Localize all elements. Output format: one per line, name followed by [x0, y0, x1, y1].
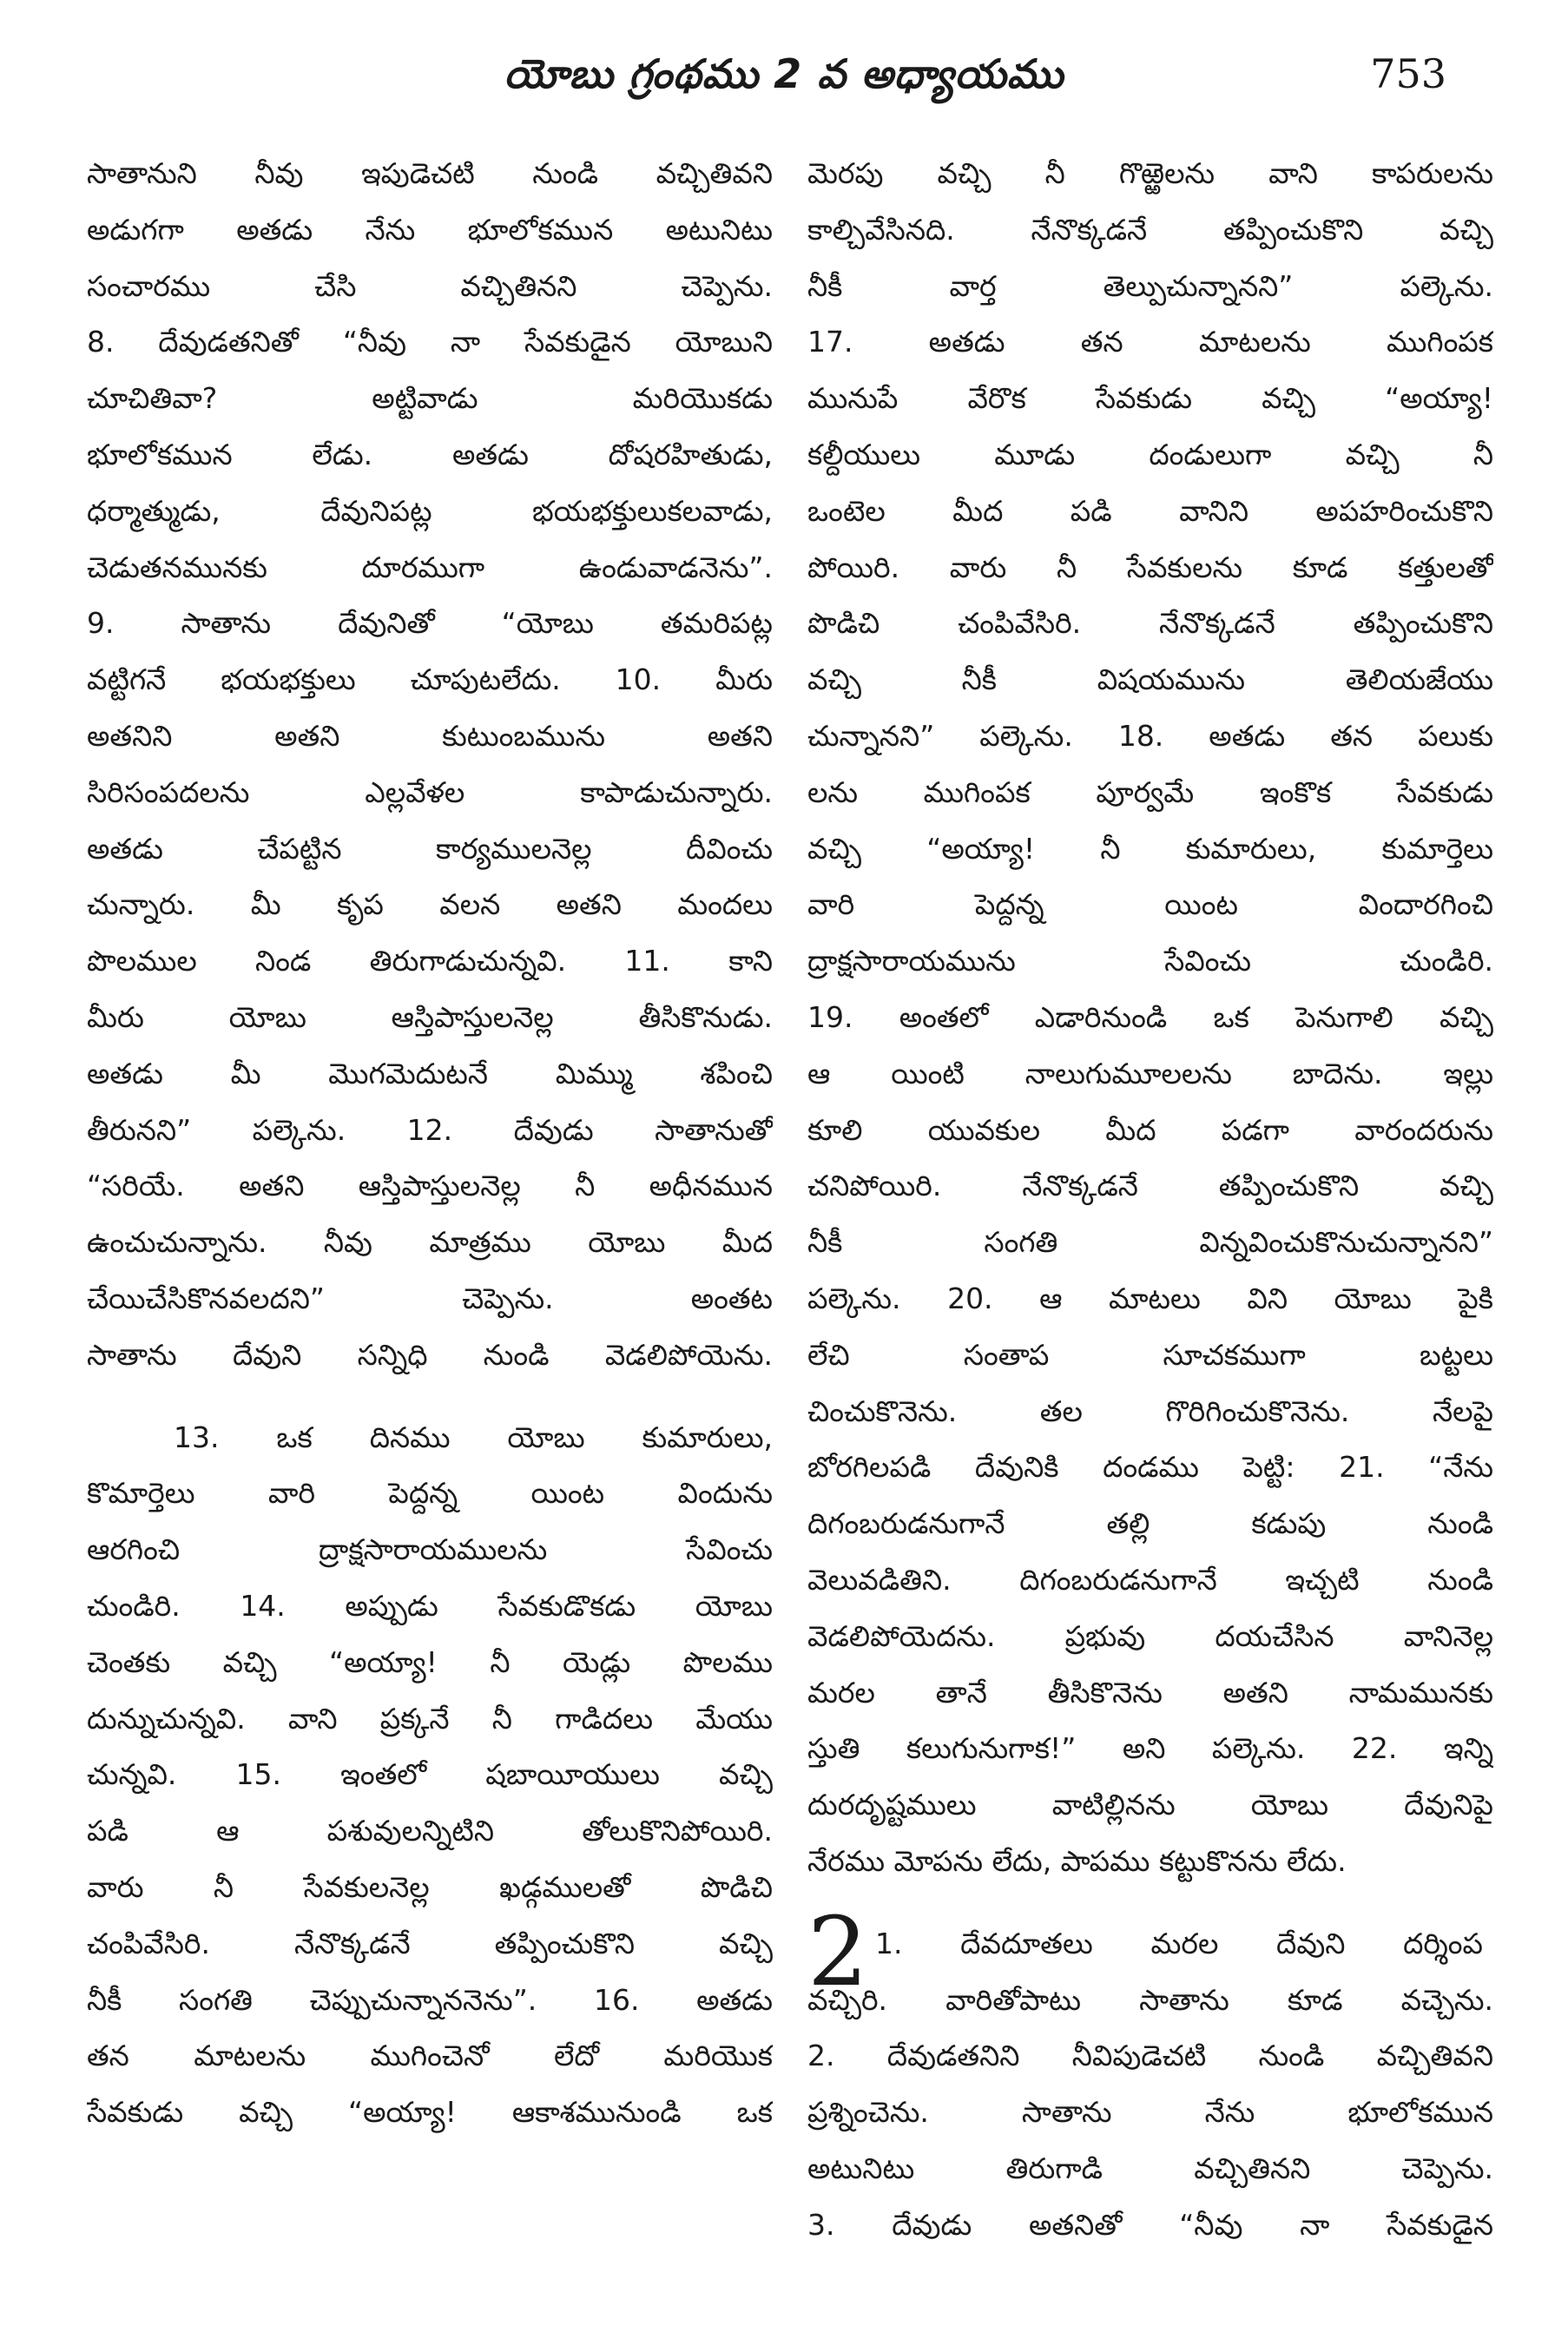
text-line: 17. అతడు తన మాటలను ముగింపక	[807, 325, 1493, 359]
text-line: ద్రాక్షసారాయమును సేవించు చుండిరి.	[807, 944, 1493, 978]
text-line: ఆరగించి ద్రాక్షసారాయములను సేవించు	[87, 1532, 773, 1567]
text-line: వట్టిగనే భయభక్తులు చూపుటలేదు. 10. మీరు	[87, 662, 773, 697]
running-title: యోబు గ్రంథము 2 వ అధ్యాయము	[504, 50, 1064, 97]
text-line: అడుగగా అతడు నేను భూలోకమున అటునిటు	[87, 212, 773, 247]
text-line: చనిపోయిరి. నేనొక్కడనే తప్పించుకొని వచ్చి	[807, 1169, 1493, 1203]
text-line: సాతానుని నీవు ఇపుడెచటి నుండి వచ్చితివని	[87, 156, 773, 190]
text-line: బోరగిలపడి దేవునికి దండము పెట్టి: 21. “నేను	[807, 1450, 1493, 1485]
text-line: చున్నవి. 15. ఇంతలో షబాయీయులు వచ్చి	[87, 1757, 773, 1792]
text-line: 3. దేవుడు అతనితో “నీవు నా సేవకుడైన	[807, 2207, 1493, 2242]
text-line: పడి ఆ పశువులన్నిటిని తోలుకొనిపోయిరి.	[87, 1814, 773, 1848]
text-line: 19. అంతలో ఎడారినుండి ఒక పెనుగాలి వచ్చి	[807, 999, 1493, 1034]
text-line: కూలి యువకుల మీద పడగా వారందరును	[807, 1112, 1493, 1147]
text-line: పల్కెను. 20. ఆ మాటలు విని యోబు పైకి	[807, 1281, 1493, 1315]
text-line: దురదృష్టములు వాటిల్లినను యోబు దేవునిపై	[807, 1788, 1493, 1822]
text-line: మునుపే వేరొక సేవకుడు వచ్చి “అయ్యా!	[807, 381, 1493, 416]
text-line: అతడు చేపట్టిన కార్యములనెల్ల దీవించు	[87, 831, 773, 866]
chapter-start	[807, 1895, 1493, 2254]
text-line: “సరియే. అతని ఆస్తిపాస్తులనెల్ల నీ అధీనమున	[87, 1169, 773, 1203]
text-line: చెంతకు వచ్చి “అయ్యా! నీ యెడ్లు పొలము	[87, 1644, 773, 1679]
paragraph	[807, 146, 1493, 1890]
text-line: వెలువడితిని. దిగంబరుడనుగానే ఇచ్చటి నుండి	[807, 1562, 1493, 1597]
text-line: నీకీ సంగతి చెప్పుచున్నాననెను”. 16. అతడు	[87, 1982, 773, 2017]
text-line: 1. దేవదూతలు మరల దేవుని దర్శింప	[875, 1926, 1483, 1960]
text-line: కొమార్తెలు వారి పెద్దన్న యింట విందును	[87, 1476, 773, 1511]
chapter-number: 2	[807, 1895, 868, 2007]
text-line: చెడుతనమునకు దూరముగా ఉండువాడనెను”.	[87, 550, 773, 584]
text-line: వచ్చి నీకీ విషయమును తెలియజేయు	[807, 662, 1493, 697]
text-line: మీరు యోబు ఆస్తిపాస్తులనెల్ల తీసికొనుడు.	[87, 999, 773, 1034]
text-line: 13. ఒక దినము యోబు కుమారులు,	[174, 1420, 773, 1454]
text-line: వచ్చిరి. వారితోపాటు సాతాను కూడ వచ్చెను.	[807, 1982, 1493, 2017]
text-line: సాతాను దేవుని సన్నిధి నుండి వెడలిపోయెను.	[87, 1337, 773, 1372]
text-line: వచ్చి “అయ్యా! నీ కుమారులు, కుమార్తెలు	[807, 831, 1493, 866]
text-line: ఒంటెల మీద పడి వానిని అపహరించుకొని	[807, 493, 1493, 528]
text-line: వారు నీ సేవకులనెల్ల ఖడ్గములతో పొడిచి	[87, 1869, 773, 1904]
text-line: నేరము మోపను లేదు, పాపము కట్టుకొనను లేదు.	[807, 1843, 1347, 1878]
text-line: ఆ యింటి నాలుగుమూలలను బాదెను. ఇల్లు	[807, 1056, 1493, 1090]
text-line: దిగంబరుడనుగానే తల్లి కడుపు నుండి	[807, 1506, 1493, 1541]
paragraph	[87, 1410, 773, 2141]
text-line: వారి పెద్దన్న యింట విందారగించి	[807, 887, 1493, 922]
text-line: 9. సాతాను దేవునితో “యోబు తమరిపట్ల	[87, 606, 773, 641]
text-line: 2. దేవుడతనిని నీవిపుడెచటి నుండి వచ్చితివని	[807, 2039, 1493, 2073]
paragraph	[87, 146, 773, 1384]
text-line: చున్నారు. మీ కృప వలన అతని మందలు	[87, 887, 773, 922]
text-line: నీకీ సంగతి విన్నవించుకొనుచున్నానని”	[807, 1225, 1493, 1260]
text-line: మరల తానే తీసికొనెను అతని నామమునకు	[807, 1675, 1493, 1710]
paragraph-gap	[87, 1384, 773, 1410]
text-line: చుండిరి. 14. అప్పుడు సేవకుడొకడు యోబు	[87, 1588, 773, 1623]
text-line: సేవకుడు వచ్చి “అయ్యా! ఆకాశమునుండి ఒక	[87, 2095, 773, 2130]
text-line: సంచారము చేసి వచ్చితినని చెప్పెను.	[87, 268, 773, 303]
text-line: కల్దీయులు మూడు దండులుగా వచ్చి నీ	[807, 437, 1493, 471]
text-line: దున్నుచున్నవి. వాని ప్రక్కనే నీ గాడిదలు మేయు	[87, 1701, 773, 1736]
text-line: కాల్చివేసినది. నేనొక్కడనే తప్పించుకొని వచ్చి	[807, 212, 1493, 247]
text-line: పోయిరి. వారు నీ సేవకులను కూడ కత్తులతో	[807, 550, 1493, 584]
text-line: ఉంచుచున్నాను. నీవు మాత్రము యోబు మీద	[87, 1225, 773, 1260]
text-line: ప్రశ్నించెను. సాతాను నేను భూలోకమున	[807, 2095, 1493, 2130]
text-line: వెడలిపోయెదను. ప్రభువు దయచేసిన వానినెల్ల	[807, 1618, 1493, 1653]
text-line: తీరునని” పల్కెను. 12. దేవుడు సాతానుతో	[87, 1112, 773, 1147]
text-line: మెరపు వచ్చి నీ గొఱ్ఱెలను వాని కాపరులను	[807, 156, 1493, 190]
right-column	[807, 146, 1493, 2316]
text-line: చంపివేసిరి. నేనొక్కడనే తప్పించుకొని వచ్చి	[87, 1926, 773, 1960]
text-line: పొడిచి చంపివేసిరి. నేనొక్కడనే తప్పించుకొని	[807, 606, 1493, 641]
text-line: లను ముగింపక పూర్వమే ఇంకొక సేవకుడు	[807, 774, 1493, 809]
text-line: ధర్మాత్ముడు, దేవునిపట్ల భయభక్తులుకలవాడు,	[87, 493, 773, 528]
text-line: లేచి సంతాప సూచకముగా బట్టలు	[807, 1337, 1493, 1372]
text-line: చించుకొనెను. తల గొరిగించుకొనెను. నేలపై	[807, 1393, 1493, 1428]
text-line: అతడు మీ మొగమెదుటనే మిమ్ము శపించి	[87, 1056, 773, 1090]
left-column	[87, 146, 773, 2316]
page-header	[0, 35, 1568, 113]
text-line: 8. దేవుడతనితో “నీవు నా సేవకుడైన యోబుని	[87, 325, 773, 359]
text-line: నీకీ వార్త తెల్పుచున్నానని” పల్కెను.	[807, 268, 1493, 303]
text-line: పొలముల నిండ తిరుగాడుచున్నవి. 11. కాని	[87, 944, 773, 978]
paragraph-gap	[807, 1890, 1493, 1916]
text-line: తన మాటలను ముగించెనో లేదో మరియొక	[87, 2039, 773, 2073]
text-line: స్తుతి కలుగునుగాక!” అని పల్కెను. 22. ఇన్ని	[807, 1731, 1493, 1766]
text-line: చున్నానని” పల్కెను. 18. అతడు తన పలుకు	[807, 718, 1493, 753]
text-line: భూలోకమున లేడు. అతడు దోషరహితుడు,	[87, 437, 773, 471]
text-line: అతనిని అతని కుటుంబమును అతని	[87, 718, 773, 753]
text-line: అటునిటు తిరుగాడి వచ్చితినని చెప్పెను.	[807, 2151, 1493, 2185]
page-number: 753	[1370, 50, 1446, 97]
text-line: సిరిసంపదలను ఎల్లవేళల కాపాడుచున్నారు.	[87, 774, 773, 809]
text-line: చూచితివా? అట్టివాడు మరియొకడు	[87, 381, 773, 416]
text-line: చేయిచేసికొనవలదని” చెప్పెను. అంతట	[87, 1281, 773, 1315]
